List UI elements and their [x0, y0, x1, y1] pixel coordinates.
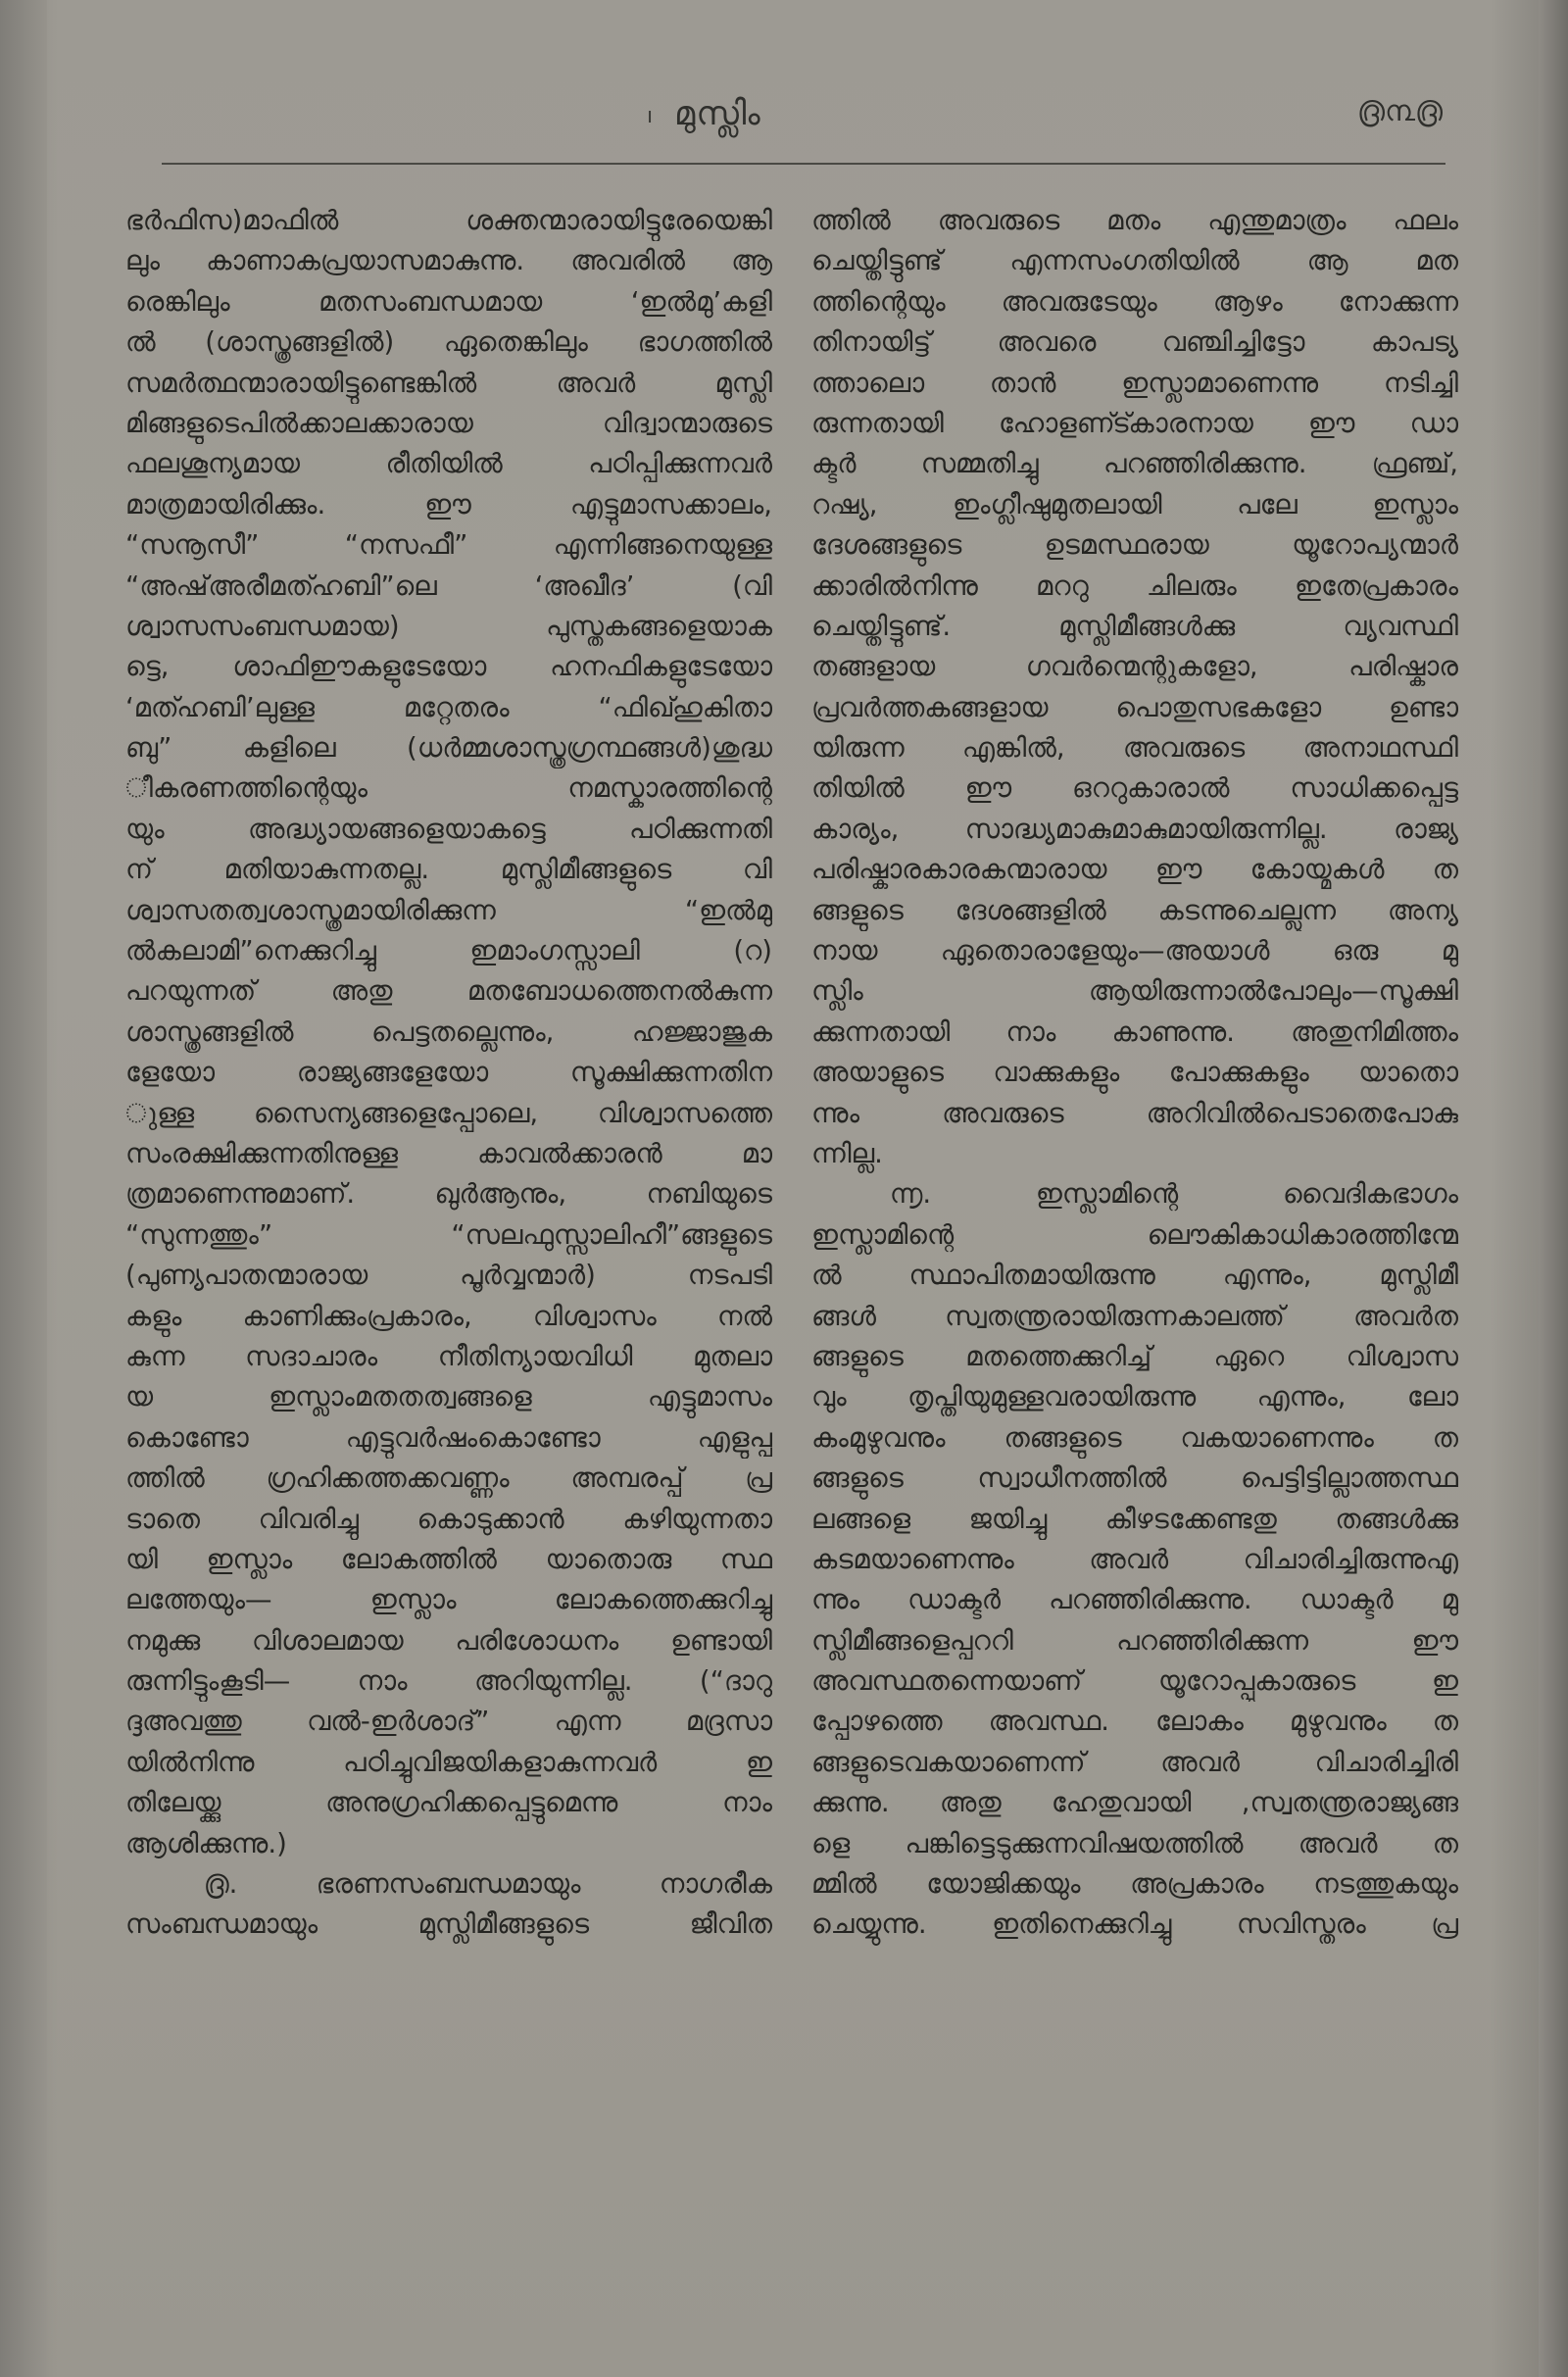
text-line: പ്രവർത്തകങ്ങളായ പൊതുസഭകളോ ഉണ്ടാ [811, 691, 1458, 723]
text-line: ട്ടെ, ശാഫിഈകളുടേയോ ഹനഫികളുടേയോ [125, 651, 772, 683]
left-column [125, 201, 772, 1946]
text-line: ക്കുന്നതായി നാം കാണുന്നു. അതുനിമിത്തം [811, 1015, 1458, 1048]
page-edge-shadow [1539, 0, 1568, 2377]
text-line: അയാളുടെ വാക്കുകളും പോക്കുകളും യാതൊ [811, 1057, 1458, 1089]
text-line: കളും കാണിക്കുംപ്രകാരം, വിശ്വാസം നൽ [125, 1300, 772, 1332]
text-line: രെങ്കിലും മതസംബന്ധമായ ‘ഇൽമു’കളി [125, 285, 772, 318]
text-line: കടമയാണെന്നും അവർ വിചാരിച്ചിരുന്നുഎ [811, 1543, 1458, 1575]
text-line: (പുണ്യപാതന്മാരായ പൂർവ്വന്മാർ) നടപടി [125, 1260, 772, 1292]
text-line: പറയുന്നത് അതു മതബോധത്തെനൽകുന്ന [125, 975, 772, 1008]
text-line: ലങ്ങളെ ജയിച്ചു കീഴടക്കേണ്ടതു തങ്ങൾക്കു [811, 1503, 1458, 1535]
text-line: യും അദ്ധ്യായങ്ങളെയാകട്ടെ പഠിക്കുന്നതി [125, 813, 772, 845]
text-line: ൬. ഇസ്ലാമിന്റെ വൈദികഭാഗം [890, 1178, 1458, 1211]
text-line: ങ്ങളുടെ മതത്തെക്കുറിച്ച് ഏറെ വിശ്വാസ [811, 1340, 1458, 1372]
text-line: കംമുഴുവനും തങ്ങളുടെ വകയാണെന്നും ത [811, 1421, 1458, 1454]
text-line: ബു” കളിലെ (ധർമ്മശാസ്ത്രഗ്രന്ഥങ്ങൾ)ശുദ്ധ [125, 732, 772, 765]
text-line: ‘മത്ഹബി’ലുള്ള മറ്റേതരം “ഫിഖ്ഹുകിതാ [125, 691, 772, 723]
text-line: പരിഷ്കാരകാരകന്മാരായ ഈ കോയ്മകൾ ത [811, 854, 1458, 886]
text-line: സംബന്ധമായും മുസ്ലിമീങ്ങളുടെ ജീവിത [125, 1908, 772, 1941]
text-line: രുന്നിട്ടുംകൂടി— നാം അറിയുന്നില്ല. (“ദാറു [125, 1665, 772, 1698]
text-line: നമുക്കു വിശാലമായ പരിശോധനം ഉണ്ടായി [125, 1624, 772, 1657]
text-line: രുന്നതായി ഹോളണ്ട്കാരനായ ഈ ഡാ [811, 407, 1458, 439]
text-line: ൽ സ്ഥാപിതമായിരുന്നു എന്നും, മുസ്ലിമീ [811, 1260, 1458, 1292]
text-line: സമർത്ഥന്മാരായിട്ടുണ്ടെങ്കിൽ അവർ മുസ്ലി [125, 367, 772, 399]
text-line: വും തൃപ്തിയുമുള്ളവരായിരുന്നു എന്നും, ലോ [811, 1381, 1458, 1413]
page-header [157, 94, 1460, 143]
text-line: “സുന്നത്തും” “സലഫുസ്സാലിഹീ”ങ്ങളുടെ [125, 1218, 772, 1251]
text-line: തിയിൽ ഈ ഒററുകാരാൽ സാധിക്കപ്പെട്ട [811, 772, 1458, 805]
text-line: ശ്വാസതത്വശാസ്ത്രമായിരിക്കുന്ന “ഇൽമു [125, 894, 772, 926]
text-line: റഷ്യ, ഇംഗ്ലീഷുമുതലായി പലേ ഇസ്ലാം [811, 488, 1458, 520]
text-line: “അഷ്അരീമത്ഹബി”ലെ ‘അഖീദ’ (വി [125, 569, 772, 602]
text-line: ക്കാരിൽനിന്നു മററു ചിലരും ഇതേപ്രകാരം [811, 569, 1458, 602]
text-line: ചെയ്തിട്ടുണ്ട് എന്നസംഗതിയിൽ ആ മത [811, 245, 1458, 277]
text-line: ഇസ്ലാമിന്റെ ലൌകികാധികാരത്തിന്മേ [811, 1218, 1458, 1251]
text-line: ത്രമാണെന്നുമാണ്. ഖുർആനും, നബിയുടെ [125, 1178, 772, 1211]
page-number: ൫൩൫ [1357, 94, 1443, 128]
right-column [811, 201, 1458, 1946]
text-line: ലും കാണാകപ്രയാസമാകുന്നു. അവരിൽ ആ [125, 245, 772, 277]
text-line: കൊണ്ടോ എട്ടുവർഷംകൊണ്ടോ എളുപ്പ [125, 1421, 772, 1454]
text-line: ചെയ്യുന്നു. ഇതിനെക്കുറിച്ചു സവിസ്തരം പ്ര [811, 1908, 1458, 1941]
text-line: സംരക്ഷിക്കുന്നതിനുള്ള കാവൽക്കാരൻ മാ [125, 1137, 772, 1169]
text-line: ൫. ഭരണസംബന്ധമായും നാഗരീക [204, 1868, 772, 1901]
text-line: ഫലശൂന്യമായ രീതിയിൽ പഠിപ്പിക്കുന്നവർ [125, 448, 772, 480]
text-line: ദ്ദഅവത്തു വൽ-ഇർശാദ്” എന്ന മദ്രസാ [125, 1706, 772, 1738]
text-line: യ ഇസ്ലാംമതതത്വങ്ങളെ എട്ടുമാസം [125, 1381, 772, 1413]
text-line: ചെയ്തിട്ടുണ്ട്. മുസ്ലിമീങ്ങൾക്കു വ്യവസ്ഥി [811, 610, 1458, 642]
text-line: തങ്ങളായ ഗവർന്മെന്റുകളോ, പരിഷ്കാര [811, 651, 1458, 683]
text-line: ത്തിൽ ഗ്രഹിക്കത്തക്കവണ്ണം അമ്പരപ്പ് പ്ര [125, 1462, 772, 1495]
text-line: ൽകലാമി”നെക്കുറിച്ചു ഇമാംഗസ്സാലി (റ) [125, 935, 772, 967]
text-line: ന് മതിയാകുന്നതല്ല. മുസ്ലിമീങ്ങളുടെ വി [125, 854, 772, 886]
text-line: നായ ഏതൊരാളേയും—അയാൾ ഒരു മു [811, 935, 1458, 967]
text-line: ങ്ങളുടെ സ്വാധീനത്തിൽ പെട്ടിട്ടില്ലാത്തസ്ഥ [811, 1462, 1458, 1495]
text-line: മാത്രമായിരിക്കും. ഈ എട്ടുമാസക്കാലം, [125, 488, 772, 520]
text-line: സ്ലിം ആയിരുന്നാൽപോലും—സൂക്ഷി [811, 975, 1458, 1008]
text-line: അവസ്ഥതന്നെയാണ് യൂറോപ്പുകാരുടെ ഇ [811, 1665, 1458, 1698]
text-line: സ്ലിമീങ്ങളെപ്പററി പറഞ്ഞിരിക്കുന്ന ഈ [811, 1624, 1458, 1657]
text-line: “സനൂസീ” “നസഫീ” എന്നിങ്ങനെയുള്ള [125, 529, 772, 562]
text-line: മ്മിൽ യോജിക്കയും അപ്രകാരം നടത്തുകയും [811, 1868, 1458, 1901]
text-line: ളേയോ രാജ്യങ്ങളേയോ സൂക്ഷിക്കുന്നതിന [125, 1057, 772, 1089]
text-line: ന്നും ഡാക്ടർ പറഞ്ഞിരിക്കുന്നു. ഡാക്ടർ മു [811, 1584, 1458, 1616]
text-line: യിരുന്ന എങ്കിൽ, അവരുടെ അനാഥസ്ഥി [811, 732, 1458, 765]
header-rule [162, 163, 1446, 165]
text-line: ലത്തേയും— ഇസ്ലാം ലോകത്തെക്കുറിച്ചു [125, 1584, 772, 1616]
text-line: ശ്വാസസംബന്ധമായ) പുസ്തകങ്ങളെയാക [125, 610, 772, 642]
text-line: ങ്ങളുടെവകയാണെന്ന് അവർ വിചാരിച്ചിരി [811, 1746, 1458, 1778]
text-line: കാര്യം, സാദ്ധ്യമാകുമാകുമായിരുന്നില്ല. രാജ്യ [811, 813, 1458, 845]
running-title: മുസ്ലിം [674, 94, 761, 133]
text-line: ദേശങ്ങളുടെ ഉടമസ്ഥരായ യൂറോപ്യന്മാർ [811, 529, 1458, 562]
text-line: മിങ്ങളുടെപിൽക്കാലക്കാരായ വിദ്വാന്മാരുടെ [125, 407, 772, 439]
text-line: തിനായിട്ട് അവരെ വഞ്ചിച്ചിട്ടോ കാപട്യ [811, 326, 1458, 359]
text-line: തിലേയ്ക്കു അനുഗ്രഹിക്കപ്പെട്ടുമെന്നു നാം [125, 1787, 772, 1819]
text-line: ക്കുന്നു. അതു ഹേതുവായി ,സ്വതന്ത്രരാജ്യങ്ങ [811, 1787, 1458, 1819]
text-line: യിൽനിന്നു പഠിച്ചുവിജയികളാകുന്നവർ ഇ [125, 1746, 772, 1778]
text-line: ന്നില്ല. [811, 1137, 883, 1169]
text-line: ശാസ്ത്രങ്ങളിൽ പെട്ടതല്ലെന്നും, ഹജ്ജാജുക [125, 1015, 772, 1048]
text-line: ന്നും അവരുടെ അറിവിൽപെടാതെപോകു [811, 1097, 1458, 1129]
text-line: ടാതെ വിവരിച്ചു കൊടുക്കാൻ കഴിയുന്നതാ [125, 1503, 772, 1535]
text-line: ളെ പങ്കിട്ടെടുക്കുന്നവിഷയത്തിൽ അവർ ത [811, 1827, 1458, 1859]
text-line: കുന്ന സദാചാരം നീതിന്യായവിധി മുതലാ [125, 1340, 772, 1372]
text-line: ുള്ള സൈന്യങ്ങളെപ്പോലെ, വിശ്വാസത്തെ [125, 1097, 772, 1129]
text-line: ഭർഫിസ)മാഫിൽ ശക്തന്മാരായിട്ടുരേയെങ്കി [125, 205, 772, 236]
text-line: ത്തിന്റെയും അവരുടേയും ആഴം നോക്കുന്ന [811, 285, 1458, 318]
text-line: പ്പോഴത്തെ അവസ്ഥ. ലോകം മുഴുവനും ത [811, 1706, 1458, 1738]
text-line: ത്തിൽ അവരുടെ മതം എന്തുമാത്രം ഫലം [811, 205, 1458, 236]
text-line: ങ്ങൾ സ്വതന്ത്രരായിരുന്നകാലത്ത് അവർത [811, 1300, 1458, 1332]
text-line: ക്ടർ സമ്മതിച്ചു പറഞ്ഞിരിക്കുന്നു. ഫ്രഞ്ച്, [811, 448, 1458, 480]
text-line: ആശിക്കുന്നു.) [125, 1827, 287, 1859]
text-line: ത്താലൊ താൻ ഇസ്ലാമാണെന്നു നടിച്ചി [811, 367, 1458, 399]
text-line: ങ്ങളുടെ ദേശങ്ങളിൽ കടന്നുചെല്ലുന്ന അന്യ [811, 894, 1458, 926]
text-line: യി ഇസ്ലാം ലോകത്തിൽ യാതൊരു സ്ഥ [125, 1543, 772, 1575]
text-line: ൽ (ശാസ്ത്രങ്ങളിൽ) ഏതെങ്കിലും ഭാഗത്തിൽ [125, 326, 772, 359]
header-mark: ı [647, 104, 654, 128]
text-line: ീകരണത്തിന്റെയും നമസ്കാരത്തിന്റെ [125, 772, 772, 805]
page-gutter-shadow [0, 0, 47, 2377]
